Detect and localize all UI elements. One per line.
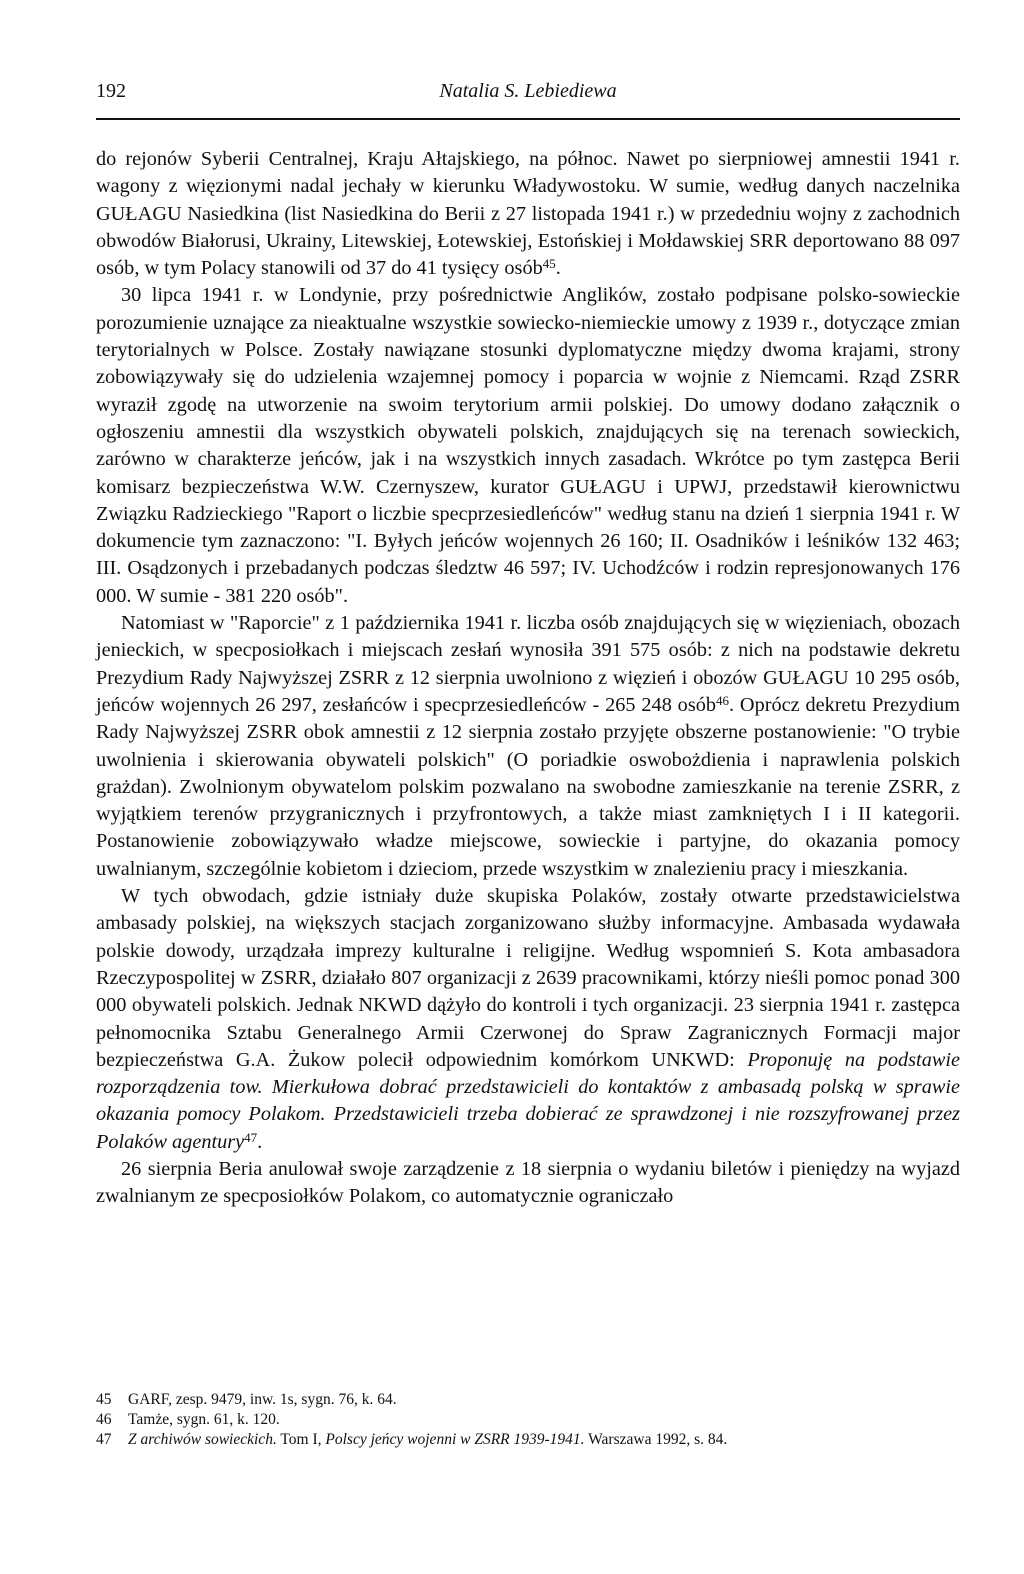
footnote-text-end: Warszawa 1992, s. 84. [584, 1431, 728, 1448]
paragraph [96, 1156, 960, 1211]
paragraph-text: Natomiast w "Raporcie" z 1 października 1941 r. liczba osób znajdujących się w więzieniach, obozach jenieckich, w specposiołkach i miejscach zesłań wynosiła 391 575 osób: z nich na podstawie dekretu Prezydium Rady Najwyższej ZSRR z 12 sierpnia uwolniono z więzień i obozów GUŁAGU 10 295 osób, jeńców wojennych 26 297, zesłańców i specprzesiedleńców - 265 248 osób [96, 612, 960, 716]
paragraph-text: W tych obwodach, gdzie istniały duże skupiska Polaków, zostały otwarte przedstawicielstwa ambasady polskiej, na większych stacjach zorganizowano służby informacyjne. Ambasada wydawała polskie dowody, urządzała imprezy kulturalne i religijne. Według wspomnień S. Kota ambasadora Rzeczypospolitej w ZSRR, działało 807 organizacji z 2639 pracownikami, którzy nieśli pomoc ponad 300 000 obywateli polskich. Jednak NKWD dążyło do kontroli i tych organizacji. 23 sierpnia 1941 r. zastępca pełnomocnika Sztabu Generalnego Armii Czerwonej do Spraw Zagranicznych Formacji major bezpieczeństwa G.A. Żukow polecił odpowiednim komórkom UNKWD: [96, 885, 960, 1071]
footnote-number: 47 [96, 1431, 112, 1448]
italic-quote: Proponuję na podstawie rozporządzenia tow. Mierkułowa dobrać przedstawicieli do kontaktów z ambasadą polską w sprawie okazania pomocy Polakom. Przedstawicieli trzeba dobierać ze sprawdzonej i nie rozszyfrowanej przez Polaków agentury [96, 1048, 960, 1153]
footnote [96, 1410, 960, 1430]
paragraph-text-end: . Oprócz dekretu Prezydium Rady Najwyższej ZSRR obok amnestii z 12 sierpnia zostało przyjęte obszerne postanowienie: "O trybie uwolnienia i skierowania obywateli polskich" (O poriadkie oswobożdienia i naprawlenia polskich grażdan). Zwolnionym obywatelom polskim pozwalano na swobodne zamieszkanie na terenie ZSRR, z wyjątkiem terenów przygranicznych i przyfrontowych, a także miast zamkniętych I i II kategorii. Postanowienie zobowiązywało władze miejscowe, sowieckie i partyjne, do okazania pomocy uwalnianym, szczególnie kobietom i dzieciom, przede wszystkim w znalezieniu pracy i mieszkania. [96, 693, 960, 880]
footnote-ref-46: 46 [716, 692, 729, 708]
footnote-number: 46 [96, 1411, 112, 1428]
footnote [96, 1390, 960, 1410]
page-number: 192 [96, 80, 126, 102]
paragraph [96, 610, 960, 883]
footnote [96, 1430, 960, 1450]
footnote-text: Tom I, [276, 1431, 326, 1448]
running-header [96, 72, 960, 120]
footnotes [96, 1390, 960, 1450]
main-text [96, 146, 960, 1211]
footnote-ref-45: 45 [542, 256, 556, 272]
footnote-text: GARF, zesp. 9479, inw. 1s, sygn. 76, k. 64. [128, 1391, 397, 1408]
paragraph-text-end: . [555, 257, 561, 280]
footnote-book-title: Polscy jeńcy wojenni w ZSRR 1939-1941. [325, 1431, 585, 1448]
paragraph-text: do rejonów Syberii Centralnej, Kraju Ałtajskiego, na północ. Nawet po sierpniowej amnestii 1941 r. wagony z więzionymi nadal jechały w kierunku Władywostoku. W sumie, według danych naczelnika GUŁAGU Nasiedkina (list Nasiedkina do Berii z 27 listopada 1941 r.) w przededniu wojny z zachodnich obwodów Białorusi, Ukrainy, Litewskiej, Łotewskiej, Estońskiej i Mołdawskiej SRR deportowano 88 097 osób, w tym Polacy stanowili od 37 do 41 tysięcy osób [96, 148, 960, 280]
paragraph-text-end: . [257, 1130, 263, 1153]
footnote-text: Tamże, sygn. 61, k. 120. [128, 1411, 280, 1428]
footnote-source-title: Z archiwów sowieckich. [128, 1431, 277, 1448]
paragraph-text: 30 lipca 1941 r. w Londynie, przy pośrednictwie Anglików, zostało podpisane polsko-sowieckie porozumienie uznające za nieaktualne wszystkie sowiecko-niemieckie umowy z 1939 r., dotyczące zmian terytorialnych w Polsce. Zostały nawiązane stosunki dyplomatyczne między dwoma krajami, strony zobowiązywały się do udzielenia wzajemnej pomocy i poparcia w wojnie z Niemcami. Rząd ZSRR wyraził zgodę na utworzenie na swoim terytorium armii polskiej. Do umowy dodano załącznik o ogłoszeniu amnestii dla wszystkich obywateli polskich, znajdujących się na terenach sowieckich, zarówno w charakterze jeńców, jak i na wszystkich innych zasadach. Wkrótce po tym zastępca Berii komisarz bezpieczeństwa W.W. Czernyszew, kurator GUŁAGU i UPWJ, przedstawił kierownictwu Związku Radzieckiego "Raport o liczbie specprzesiedleńców" według stanu na dzień 1 sierpnia 1941 r. W dokumencie tym zaznaczono: "I. Byłych jeńców wojennych 26 160; II. Osadników i leśników 132 463; III. Osądzonych i przebadanych podczas śledztw 46 597; IV. Uchodźców i rodzin represjonowanych 176 000. W sumie - 381 220 osób". [96, 284, 960, 607]
paragraph [96, 282, 960, 610]
paragraph [96, 883, 960, 1156]
paragraph [96, 146, 960, 282]
footnote-ref-47: 47 [244, 1129, 258, 1145]
running-head-author: Natalia S. Lebiediewa [439, 80, 617, 102]
footnote-number: 45 [96, 1391, 112, 1408]
paragraph-text: 26 sierpnia Beria anulował swoje zarządzenie z 18 sierpnia o wydaniu biletów i pieniędzy na wyjazd zwalnianym ze specposiołków Polakom, co automatycznie ograniczało [96, 1157, 960, 1208]
